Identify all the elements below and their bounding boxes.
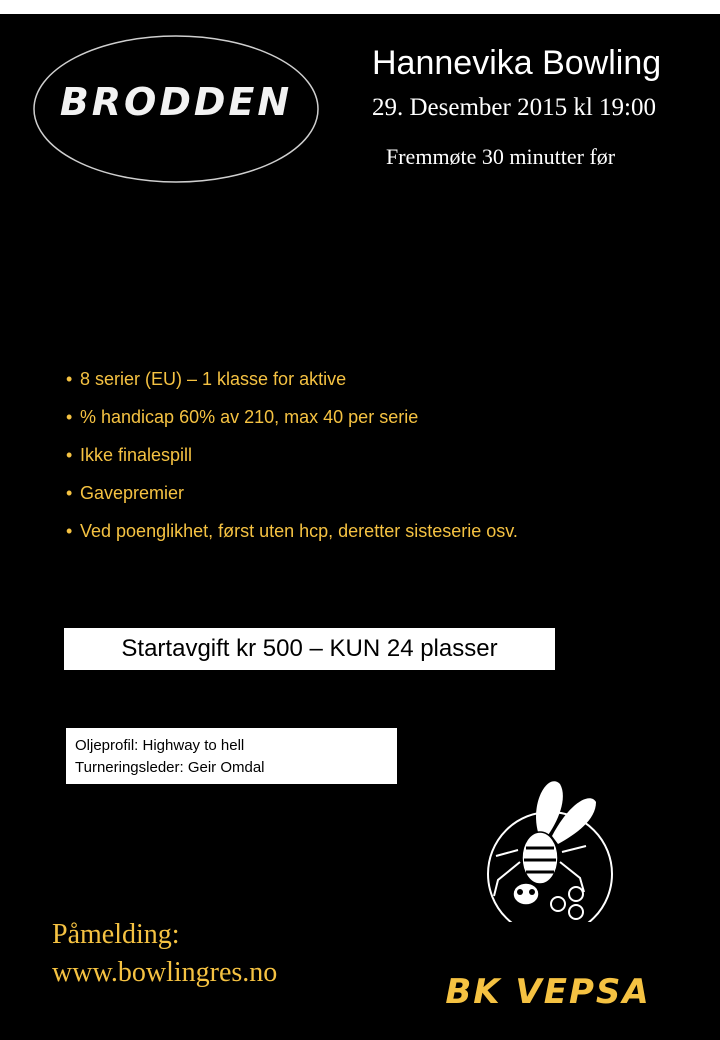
rule-item: • 8 serier (EU) – 1 klasse for aktive: [66, 369, 347, 389]
event-arrival: Fremmøte 30 minutter før: [386, 144, 616, 169]
rule-item: • Gavepremier: [66, 483, 185, 503]
event-title: Hannevika Bowling: [372, 44, 662, 82]
tournament-leader: Turneringsleder: Geir Omdal: [75, 759, 265, 776]
rule-item: • % handicap 60% av 210, max 40 per serie: [66, 407, 419, 427]
wasp-bowling-ball-icon: [420, 762, 680, 922]
registration: [52, 916, 277, 992]
info-box: [66, 728, 397, 784]
event-date: 29. Desember 2015 kl 19:00: [372, 94, 656, 121]
rules-list: [66, 368, 518, 558]
rule-item: • Ved poenglikhet, først uten hcp, deretter sisteserie osv.: [66, 521, 518, 541]
club-name: BK VEPSA: [445, 972, 651, 1012]
rule-item: • Ikke finalespill: [66, 445, 193, 465]
oil-profile: Oljeprofil: Highway to hell: [75, 737, 245, 754]
registration-url[interactable]: www.bowlingres.no: [52, 957, 278, 988]
entry-fee-box: Startavgift kr 500 – KUN 24 plasser: [64, 628, 555, 670]
brodden-logo-text: BRODDEN: [59, 80, 293, 124]
registration-label: Påmelding:: [52, 919, 180, 950]
poster: [0, 14, 720, 1040]
